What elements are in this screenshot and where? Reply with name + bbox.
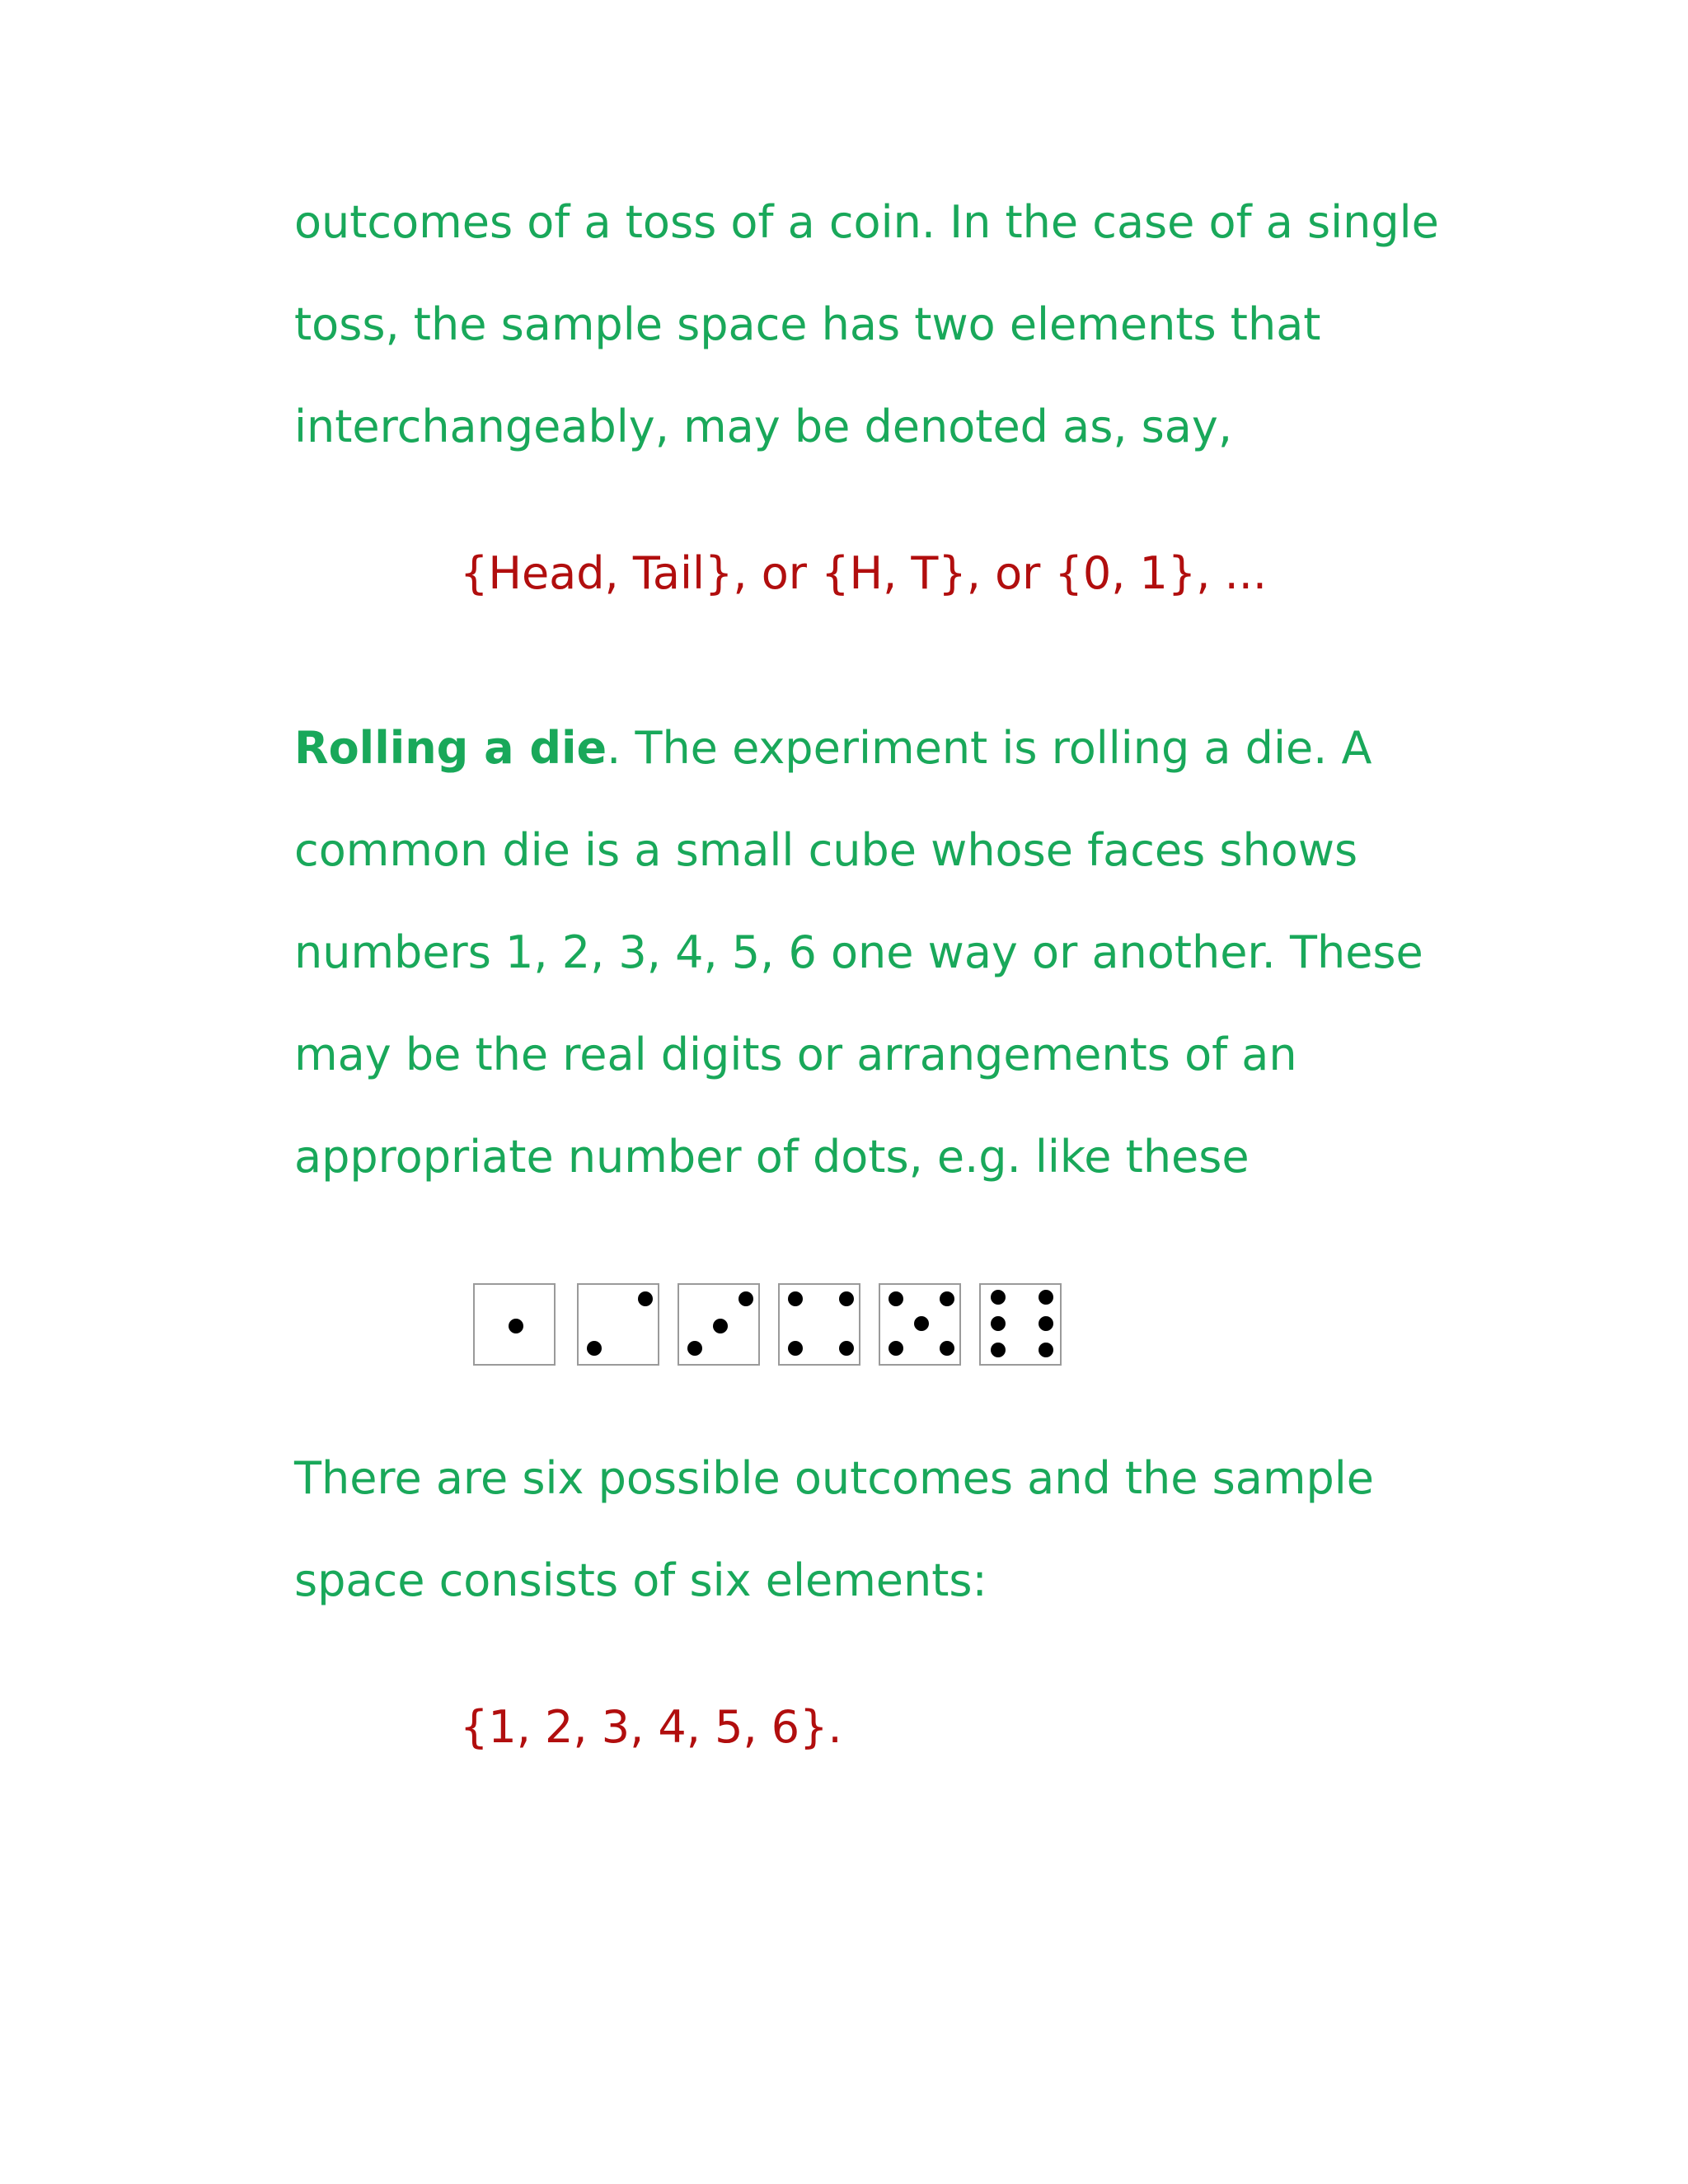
die-pip bbox=[1039, 1290, 1053, 1305]
paragraph-line: common die is a small cube whose faces shows bbox=[294, 824, 1358, 876]
paragraph-line: appropriate number of dots, e.g. like these bbox=[294, 1131, 1250, 1183]
die-pip bbox=[839, 1341, 854, 1356]
die-face-6 bbox=[979, 1283, 1062, 1366]
die-pip bbox=[788, 1341, 803, 1356]
die-pip bbox=[991, 1343, 1006, 1357]
die-sample-space: {1, 2, 3, 4, 5, 6}. bbox=[460, 1701, 842, 1753]
paragraph-line: space consists of six elements: bbox=[294, 1554, 987, 1606]
paragraph-line: There are six possible outcomes and the sample bbox=[294, 1452, 1375, 1504]
die-pip bbox=[687, 1341, 702, 1356]
die-face-5 bbox=[879, 1283, 961, 1366]
die-pip bbox=[587, 1341, 602, 1356]
die-pip bbox=[738, 1291, 753, 1306]
die-pip bbox=[509, 1319, 523, 1333]
die-face-2 bbox=[577, 1283, 659, 1366]
paragraph-line: may be the real digits or arrangements of an bbox=[294, 1029, 1297, 1080]
die-pip bbox=[788, 1291, 803, 1306]
die-pip bbox=[914, 1316, 929, 1331]
paragraph-line-with-heading bbox=[294, 722, 1372, 775]
die-face-1 bbox=[473, 1283, 556, 1366]
die-pip bbox=[889, 1291, 903, 1306]
die-pip bbox=[991, 1316, 1006, 1331]
coin-sample-space: {Head, Tail}, or {H, T}, or {0, 1}, ... bbox=[460, 547, 1268, 599]
paragraph-line-rest: . The experiment is rolling a die. A bbox=[607, 722, 1372, 774]
die-face-3 bbox=[678, 1283, 760, 1366]
die-pip bbox=[940, 1291, 954, 1306]
die-pip bbox=[1039, 1316, 1053, 1331]
die-pip bbox=[940, 1341, 954, 1356]
die-pip bbox=[1039, 1343, 1053, 1357]
paragraph-line: toss, the sample space has two elements that bbox=[294, 298, 1321, 350]
paragraph-line: outcomes of a toss of a coin. In the case of a single bbox=[294, 196, 1439, 248]
die-pip bbox=[839, 1291, 854, 1306]
die-pip bbox=[889, 1341, 903, 1356]
paragraph-line: interchangeably, may be denoted as, say, bbox=[294, 401, 1233, 452]
paragraph-line: numbers 1, 2, 3, 4, 5, 6 one way or another. These bbox=[294, 926, 1423, 978]
die-pip bbox=[713, 1319, 728, 1333]
die-pip bbox=[991, 1290, 1006, 1305]
rolling-a-die-heading: Rolling a die bbox=[294, 722, 607, 774]
dice-faces-illustration bbox=[473, 1283, 1067, 1369]
die-pip bbox=[638, 1291, 653, 1306]
die-face-4 bbox=[778, 1283, 860, 1366]
